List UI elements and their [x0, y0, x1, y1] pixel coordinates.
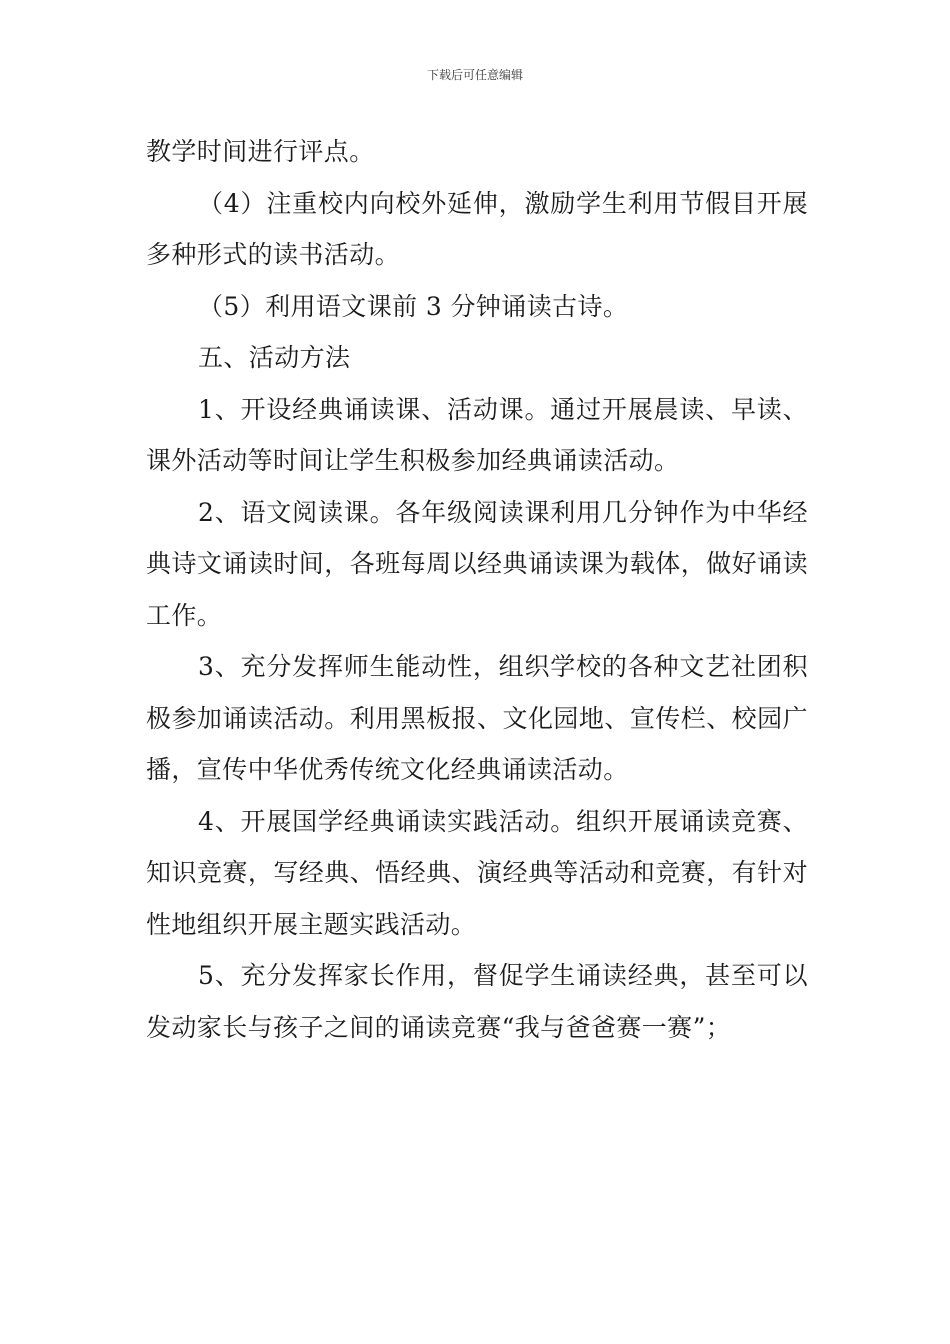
list-item: 3、充分发挥师生能动性，组织学校的各种文艺社团积极参加诵读活动。利用黑板报、文化园地、宣传栏、校园广播，宣传中华优秀传统文化经典诵读活动。	[146, 652, 808, 784]
paragraph: （4）注重校内向校外延伸，激励学生利用节假目开展多种形式的读书活动。	[146, 188, 808, 269]
list-item: 1、开设经典诵读课、活动课。通过开展晨读、早读、课外活动等时间让学生积极参加经典诵读活动。	[146, 394, 808, 475]
paragraph: 教学时间进行评点。	[146, 137, 375, 166]
paragraph: （5）利用语文课前 3 分钟诵读古诗。	[198, 291, 629, 321]
document-body	[146, 126, 808, 1053]
list-item: 4、开展国学经典诵读实践活动。组织开展诵读竞赛、知识竞赛，写经典、悟经典、演经典等活动和竞赛，有针对性地组织开展主题实践活动。	[146, 806, 808, 939]
page-header: 下载后可任意编辑	[426, 68, 523, 82]
list-item: 2、语文阅读课。各年级阅读课利用几分钟作为中华经典诗文诵读时间，各班每周以经典诵读课为载体，做好诵读工作。	[146, 497, 808, 630]
list-item: 5、充分发挥家长作用，督促学生诵读经典，甚至可以发动家长与孩子之间的诵读竞赛“我与爸爸赛一赛”；	[146, 961, 808, 1042]
section-heading: 五、活动方法	[198, 343, 351, 372]
